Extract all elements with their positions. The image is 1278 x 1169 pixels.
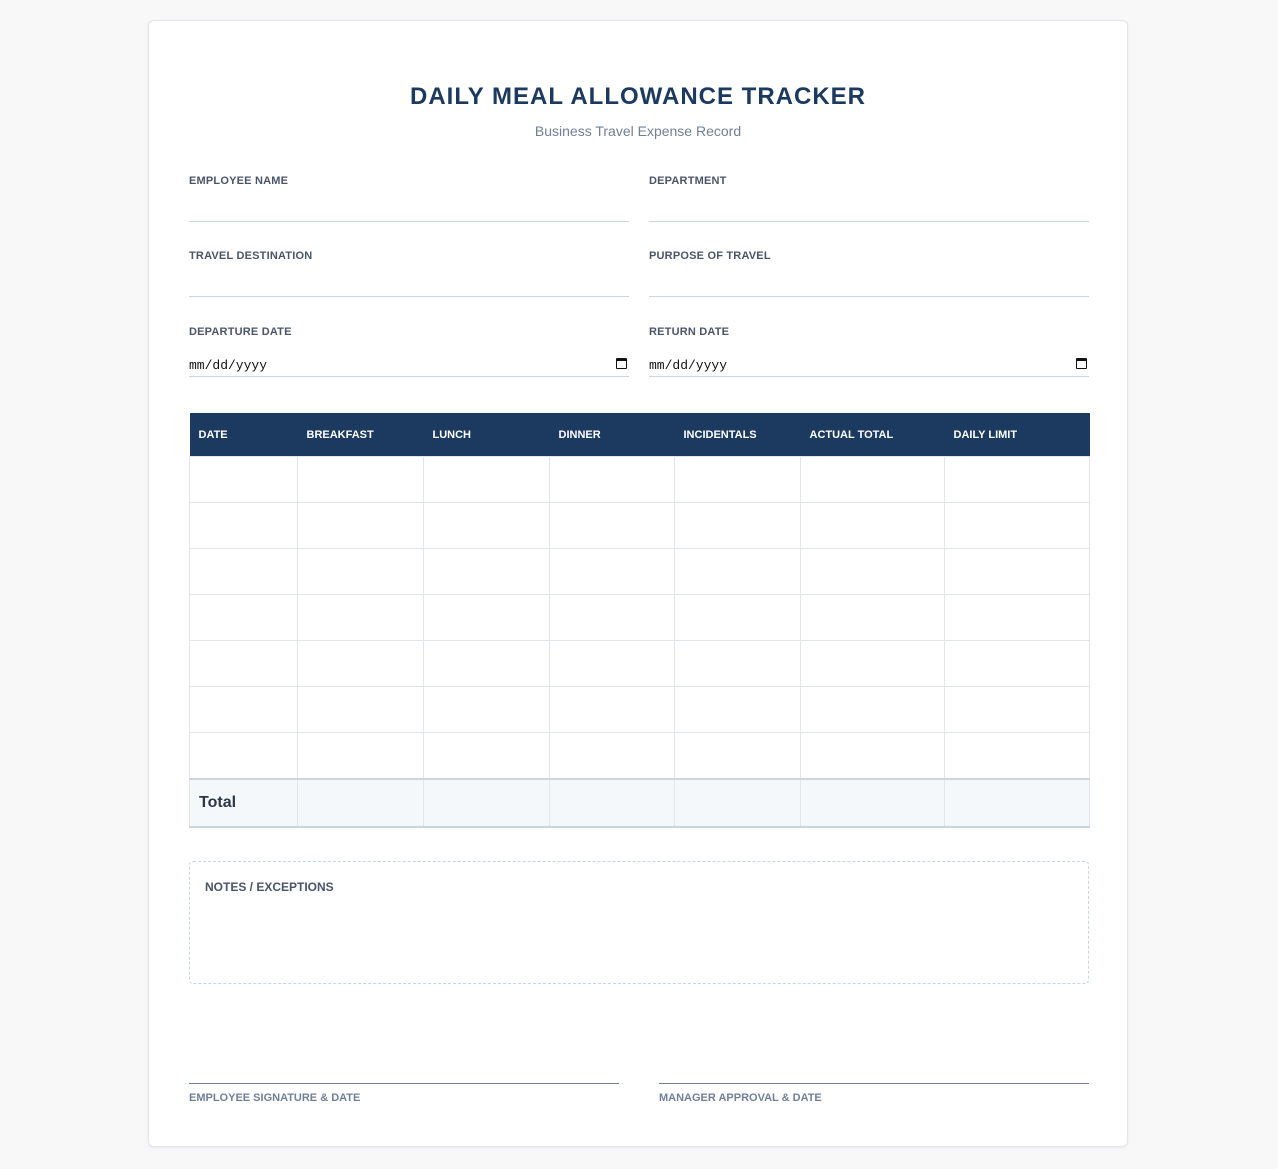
table-cell[interactable] xyxy=(550,595,675,641)
table-cell[interactable] xyxy=(801,641,945,687)
notes-label: NOTES / EXCEPTIONS xyxy=(205,880,334,894)
total-cell[interactable] xyxy=(298,779,424,827)
return-date-label: RETURN DATE xyxy=(649,326,730,338)
table-cell[interactable] xyxy=(298,595,424,641)
total-cell[interactable] xyxy=(550,779,675,827)
total-label: Total xyxy=(190,779,298,827)
table-row xyxy=(190,503,1090,549)
table-row xyxy=(190,641,1090,687)
page-title: DAILY MEAL ALLOWANCE TRACKER xyxy=(409,83,866,110)
column-header-lunch: LUNCH xyxy=(424,413,550,457)
total-cell[interactable] xyxy=(801,779,945,827)
travel-destination-label: TRAVEL DESTINATION xyxy=(189,250,313,262)
table-cell[interactable] xyxy=(945,733,1090,779)
table-cell[interactable] xyxy=(424,641,550,687)
table-cell[interactable] xyxy=(298,503,424,549)
total-row xyxy=(190,779,1090,827)
column-header-actual-total: ACTUAL TOTAL xyxy=(801,413,945,457)
department-field xyxy=(649,175,1089,187)
table-cell[interactable] xyxy=(945,503,1090,549)
table-cell[interactable] xyxy=(801,457,945,503)
table-cell[interactable] xyxy=(298,641,424,687)
table-cell[interactable] xyxy=(675,549,801,595)
departure-date-label: DEPARTURE DATE xyxy=(189,326,292,338)
department-label: DEPARTMENT xyxy=(649,175,727,187)
form-card xyxy=(148,20,1128,1147)
department-input[interactable] xyxy=(649,197,1089,222)
table-row xyxy=(190,457,1090,503)
departure-date-field xyxy=(189,326,629,373)
column-header-dinner: DINNER xyxy=(550,413,675,457)
table-cell[interactable] xyxy=(424,733,550,779)
table-cell[interactable] xyxy=(801,549,945,595)
return-date-placeholder: mm/dd/yyyy xyxy=(649,358,728,373)
table-cell[interactable] xyxy=(675,687,801,733)
departure-date-placeholder: mm/dd/yyyy xyxy=(189,358,268,373)
employee-signature-line[interactable] xyxy=(189,1083,619,1084)
travel-destination-input[interactable] xyxy=(189,272,629,297)
table-cell[interactable] xyxy=(298,687,424,733)
travel-destination-field xyxy=(189,250,629,262)
table-cell[interactable] xyxy=(801,595,945,641)
table-cell[interactable] xyxy=(550,457,675,503)
table-cell[interactable] xyxy=(190,549,298,595)
table-cell[interactable] xyxy=(550,641,675,687)
table-cell[interactable] xyxy=(550,549,675,595)
table-cell[interactable] xyxy=(424,687,550,733)
table-cell[interactable] xyxy=(298,549,424,595)
table-cell[interactable] xyxy=(945,641,1090,687)
return-date-field xyxy=(649,326,1089,373)
employee-name-field xyxy=(189,175,629,187)
calendar-icon[interactable] xyxy=(1076,358,1087,369)
table-cell[interactable] xyxy=(190,733,298,779)
table-cell[interactable] xyxy=(190,457,298,503)
column-header-daily-limit: DAILY LIMIT xyxy=(945,413,1090,457)
table-cell[interactable] xyxy=(945,457,1090,503)
table-cell[interactable] xyxy=(424,503,550,549)
table-cell[interactable] xyxy=(945,595,1090,641)
purpose-of-travel-label: PURPOSE OF TRAVEL xyxy=(649,250,771,262)
employee-signature-label: EMPLOYEE SIGNATURE & DATE xyxy=(189,1092,361,1104)
table-cell[interactable] xyxy=(801,687,945,733)
table-cell[interactable] xyxy=(801,733,945,779)
table-header-row xyxy=(190,413,1090,457)
table-row xyxy=(190,595,1090,641)
table-cell[interactable] xyxy=(675,641,801,687)
table-cell[interactable] xyxy=(190,641,298,687)
table-cell[interactable] xyxy=(945,549,1090,595)
table-row xyxy=(190,687,1090,733)
table-cell[interactable] xyxy=(424,595,550,641)
table-cell[interactable] xyxy=(675,595,801,641)
column-header-incidentals: INCIDENTALS xyxy=(675,413,801,457)
column-header-breakfast: BREAKFAST xyxy=(298,413,424,457)
table-cell[interactable] xyxy=(675,733,801,779)
table-cell[interactable] xyxy=(550,733,675,779)
total-cell[interactable] xyxy=(675,779,801,827)
employee-name-label: EMPLOYEE NAME xyxy=(189,175,289,187)
meal-allowance-table xyxy=(189,413,1090,828)
total-cell[interactable] xyxy=(945,779,1090,827)
table-cell[interactable] xyxy=(424,457,550,503)
table-cell[interactable] xyxy=(190,595,298,641)
return-date-input[interactable] xyxy=(649,348,1089,377)
table-row xyxy=(190,549,1090,595)
notes-box[interactable] xyxy=(189,861,1089,984)
table-row xyxy=(190,733,1090,779)
table-cell[interactable] xyxy=(801,503,945,549)
table-cell[interactable] xyxy=(675,503,801,549)
total-cell[interactable] xyxy=(424,779,550,827)
table-cell[interactable] xyxy=(675,457,801,503)
page-subtitle: Business Travel Expense Record xyxy=(534,123,742,139)
table-cell[interactable] xyxy=(298,457,424,503)
employee-name-input[interactable] xyxy=(189,197,629,222)
table-cell[interactable] xyxy=(190,503,298,549)
manager-approval-label: MANAGER APPROVAL & DATE xyxy=(659,1092,822,1104)
table-cell[interactable] xyxy=(945,687,1090,733)
purpose-of-travel-input[interactable] xyxy=(649,272,1089,297)
table-cell[interactable] xyxy=(190,687,298,733)
calendar-icon[interactable] xyxy=(616,358,627,369)
table-cell[interactable] xyxy=(298,733,424,779)
manager-approval-line[interactable] xyxy=(659,1083,1089,1084)
table-cell[interactable] xyxy=(550,503,675,549)
purpose-of-travel-field xyxy=(649,250,1089,262)
table-cell[interactable] xyxy=(424,549,550,595)
departure-date-input[interactable] xyxy=(189,348,629,377)
column-header-date: DATE xyxy=(190,413,298,457)
table-cell[interactable] xyxy=(550,687,675,733)
